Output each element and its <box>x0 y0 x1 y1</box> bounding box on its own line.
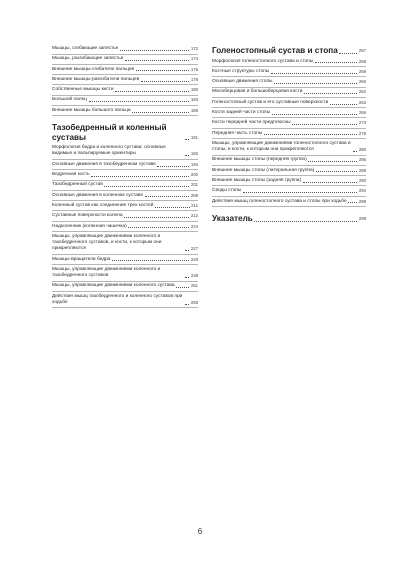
leader-dots <box>353 151 357 152</box>
toc-entry-title: Мышцы, управляющие движениями голеностопного сустава и стопы, и кости, к которым они прикрепляются <box>212 140 351 153</box>
entry-divider <box>52 105 198 106</box>
toc-entry-page: 224 <box>190 223 198 229</box>
toc-entry-title: Большой палец <box>52 97 88 103</box>
toc-entry[interactable] <box>52 77 198 83</box>
toc-entry-page: 227 <box>190 246 198 252</box>
entry-divider <box>212 107 366 108</box>
index-page-number: 299 <box>358 216 366 222</box>
leader-dots <box>185 277 189 278</box>
toc-entry-title: Внешние мышцы стопы (передняя группа) <box>212 157 307 163</box>
entry-divider <box>52 231 198 232</box>
toc-entry-page: 174 <box>190 56 198 62</box>
section-page-number: 257 <box>358 48 366 53</box>
toc-entry[interactable] <box>52 234 198 253</box>
toc-entry[interactable] <box>212 100 366 106</box>
section-title: Голеностопный сустав и стопа <box>212 46 338 55</box>
toc-entry-page: 273 <box>358 120 366 126</box>
toc-entry-page: 180 <box>190 87 198 93</box>
leader-dots <box>120 50 189 51</box>
toc-entry-page: 298 <box>358 198 366 204</box>
leader-dots <box>308 161 357 162</box>
toc-entry-page: 286 <box>358 157 366 163</box>
leader-dots <box>141 81 190 82</box>
toc-entry-title: Мышцы, сгибающие запястье <box>52 46 119 51</box>
toc-left-column <box>52 46 198 310</box>
leader-dots <box>157 166 189 167</box>
leader-dots <box>304 93 357 94</box>
leader-dots <box>124 217 189 218</box>
toc-entry-page: 212 <box>190 213 198 219</box>
section-heading-ankle-foot[interactable] <box>212 46 366 56</box>
toc-entry-title: Кости задней части стопы <box>212 109 271 115</box>
entry-divider <box>52 64 198 65</box>
toc-entry-title: Внешние мышцы стопы (латеральная группа) <box>212 167 315 173</box>
leader-dots <box>136 70 190 71</box>
entry-divider <box>52 159 198 160</box>
toc-entry[interactable] <box>52 97 198 103</box>
toc-entry-title: Мышцы, разгибающие запястье <box>52 56 124 62</box>
toc-entry[interactable] <box>52 294 198 306</box>
toc-entry[interactable] <box>52 267 198 279</box>
entry-divider <box>52 180 198 181</box>
section-heading-index[interactable] <box>212 214 366 224</box>
leader-dots <box>155 207 190 208</box>
entry-divider <box>212 128 366 129</box>
leader-dots <box>112 260 189 261</box>
toc-entry-title: Голеностопный сустав и его суставные поверхности <box>212 99 329 105</box>
toc-entry-page: 251 <box>190 283 198 289</box>
toc-entry[interactable] <box>212 59 366 65</box>
toc-entry-list <box>212 59 366 208</box>
leader-dots <box>315 62 358 63</box>
leader-dots <box>339 53 357 54</box>
entry-divider <box>52 95 198 96</box>
toc-entry-page: 194 <box>190 161 198 167</box>
leader-dots <box>145 196 190 197</box>
toc-entry-title: Основные движения в тазобедренном суставе <box>52 161 156 167</box>
toc-entry-title: Внешние мышцы большого пальца <box>52 107 131 113</box>
toc-entry-page: 262 <box>358 89 366 95</box>
entry-divider <box>52 264 198 265</box>
entry-divider <box>212 196 366 197</box>
toc-entry-page: 183 <box>190 97 198 103</box>
toc-entry-list <box>52 46 198 116</box>
toc-entry-page: 280 <box>358 147 366 153</box>
toc-entry-page: 178 <box>190 76 198 82</box>
toc-entry[interactable] <box>52 172 198 178</box>
entry-divider <box>52 307 198 308</box>
leader-dots <box>125 60 189 61</box>
entry-divider <box>52 200 198 201</box>
toc-entry-page: 238 <box>190 273 198 279</box>
entry-divider <box>212 87 366 88</box>
toc-entry[interactable] <box>212 69 366 75</box>
section-title: Тазобедренный и коленный суставы <box>52 123 167 142</box>
toc-entry-title: Мышцы, управляющие движениями коленного и тазобедренного суставов <box>52 266 161 279</box>
toc-entry[interactable] <box>212 120 366 126</box>
toc-entry-page: 260 <box>358 79 366 85</box>
toc-entry[interactable] <box>212 178 366 184</box>
entry-divider <box>52 221 198 222</box>
toc-entry-title: Бедренная кость <box>52 172 90 178</box>
toc-entry[interactable] <box>212 157 366 163</box>
toc-entry-page: 276 <box>358 130 366 136</box>
toc-entry-title: Малоберцовая и большеберцовая кости <box>212 89 303 95</box>
toc-entry[interactable] <box>52 193 198 199</box>
toc-entry[interactable] <box>52 67 198 73</box>
leader-dots <box>104 186 189 187</box>
entry-divider <box>212 175 366 176</box>
toc-entry[interactable] <box>52 87 198 93</box>
toc-entry-page: 208 <box>190 192 198 198</box>
leader-dots <box>330 104 358 105</box>
leader-dots <box>264 134 358 135</box>
toc-entry-page: 228 <box>190 256 198 262</box>
toc-entry[interactable] <box>212 79 366 85</box>
toc-entry-title: Морфология бедра и коленного сустава: основные видимые и пальпируемые ориентиры <box>52 145 166 157</box>
entry-divider <box>212 185 366 186</box>
toc-entry-page: 294 <box>358 188 366 194</box>
toc-entry[interactable] <box>52 108 198 114</box>
page-number: 6 <box>197 527 203 536</box>
entry-divider <box>52 254 198 255</box>
leader-dots <box>115 91 189 92</box>
section-page-number: 191 <box>190 134 198 140</box>
toc-entry-page: 259 <box>358 68 366 74</box>
toc-entry-page: 211 <box>191 202 198 208</box>
entry-divider <box>52 291 198 292</box>
toc-entry[interactable] <box>52 283 198 289</box>
leader-dots <box>272 114 358 115</box>
entry-divider <box>52 281 198 282</box>
entry-divider <box>52 190 198 191</box>
toc-entry-title: Мышцы, управляющие движениями коленного сустава <box>52 283 175 289</box>
toc-entry-page: 258 <box>358 58 366 64</box>
toc-entry-title: Кости передней части предплюсны <box>212 120 291 126</box>
entry-divider <box>212 165 366 166</box>
toc-entry[interactable] <box>52 224 198 230</box>
toc-entry-page: 255 <box>190 299 198 305</box>
toc-entry[interactable] <box>52 213 198 219</box>
leader-dots <box>89 101 190 102</box>
entry-divider <box>212 138 366 139</box>
entry-divider <box>52 54 198 55</box>
toc-entry-page: 176 <box>190 66 198 72</box>
toc-entry[interactable] <box>212 89 366 95</box>
index-title: Указатель <box>212 214 253 224</box>
leader-dots <box>292 124 357 125</box>
toc-entry-title: Суставные поверхности колена <box>52 213 123 219</box>
leader-dots <box>303 182 358 183</box>
leader-dots <box>185 250 189 251</box>
toc-entry-title: Собственные мышцы кисти <box>52 87 114 93</box>
leader-dots <box>132 112 189 113</box>
leader-dots <box>185 155 189 156</box>
leader-dots <box>316 171 358 172</box>
entry-divider <box>212 206 366 207</box>
toc-entry-title: Костные структуры стопы <box>212 68 270 74</box>
toc-entry-title: Основные движения стопы <box>212 79 273 85</box>
toc-entry-page: 288 <box>358 167 366 173</box>
toc-entry[interactable] <box>52 56 198 62</box>
toc-entry-title: Действия мышц голеностопного сустава и стопы при ходьбе <box>212 198 347 204</box>
toc-entry-page: 200 <box>190 172 198 178</box>
toc-entry[interactable] <box>212 168 366 174</box>
leader-dots <box>243 192 357 193</box>
toc-entry[interactable] <box>212 141 366 153</box>
toc-entry[interactable] <box>52 182 198 188</box>
toc-entry-page: 290 <box>358 177 366 183</box>
toc-entry-list <box>52 145 198 308</box>
leader-dots <box>185 304 189 305</box>
leader-dots <box>254 221 357 222</box>
toc-entry[interactable] <box>212 199 366 205</box>
toc-entry-title: Коленный сустав как соединение трех костей <box>52 202 154 208</box>
leader-dots <box>348 202 357 203</box>
entry-divider <box>212 117 366 118</box>
toc-entry-page: 266 <box>358 109 366 115</box>
entry-divider <box>212 66 366 67</box>
toc-entry-title: Внешние мышцы-сгибатели пальцев <box>52 66 135 72</box>
entry-divider <box>52 115 198 116</box>
toc-entry-title: Основные движения в коленном суставе <box>52 192 144 198</box>
toc-entry-title: Передняя часть стопы <box>212 130 263 136</box>
toc-entry-title: Внешние мышцы-разгибатели пальцев <box>52 76 140 82</box>
toc-entry-title: Мышцы-вращатели бедра <box>52 256 111 262</box>
toc-entry[interactable] <box>212 110 366 116</box>
leader-dots <box>128 227 189 228</box>
toc-entry-page: 192 <box>190 151 198 157</box>
toc-entry[interactable] <box>52 162 198 168</box>
toc-entry[interactable] <box>212 188 366 194</box>
leader-dots <box>91 176 189 177</box>
toc-entry-title: Своды стопы <box>212 188 242 194</box>
toc-entry[interactable] <box>52 46 198 52</box>
toc-entry-title: Внешние мышцы стопы (задняя группа) <box>212 177 302 183</box>
toc-entry[interactable] <box>52 257 198 263</box>
leader-dots <box>271 73 358 74</box>
leader-dots <box>274 83 357 84</box>
entry-divider <box>52 84 198 85</box>
entry-divider <box>212 155 366 156</box>
toc-entry[interactable] <box>52 203 198 209</box>
section-heading-hip-knee[interactable] <box>52 123 198 142</box>
toc-entry-page: 201 <box>190 182 198 188</box>
entry-divider <box>212 97 366 98</box>
toc-entry-page: 186 <box>190 107 198 113</box>
toc-entry[interactable] <box>52 145 198 157</box>
entry-divider <box>52 74 198 75</box>
entry-divider <box>52 210 198 211</box>
toc-entry[interactable] <box>212 131 366 137</box>
toc-entry-title: Морфология голеностопного сустава и стопы <box>212 58 314 64</box>
entry-divider <box>212 76 366 77</box>
toc-entry-page: 263 <box>358 99 366 105</box>
leader-dots <box>176 287 189 288</box>
toc-entry-title: Надколенник (коленная чашечка) <box>52 223 127 229</box>
leader-dots <box>185 139 189 140</box>
entry-divider <box>52 169 198 170</box>
toc-entry-page: 172 <box>190 46 198 51</box>
toc-entry-title: Действия мышц тазобедренного и коленного суставов при ходьбе <box>52 293 183 305</box>
toc-entry-title: Мышцы, управляющие движениями коленного и тазобедренного суставов, и кости, к которым они прикрепляются <box>52 233 162 252</box>
toc-right-column <box>212 46 366 227</box>
toc-entry-title: Тазобедренный сустав <box>52 182 103 188</box>
